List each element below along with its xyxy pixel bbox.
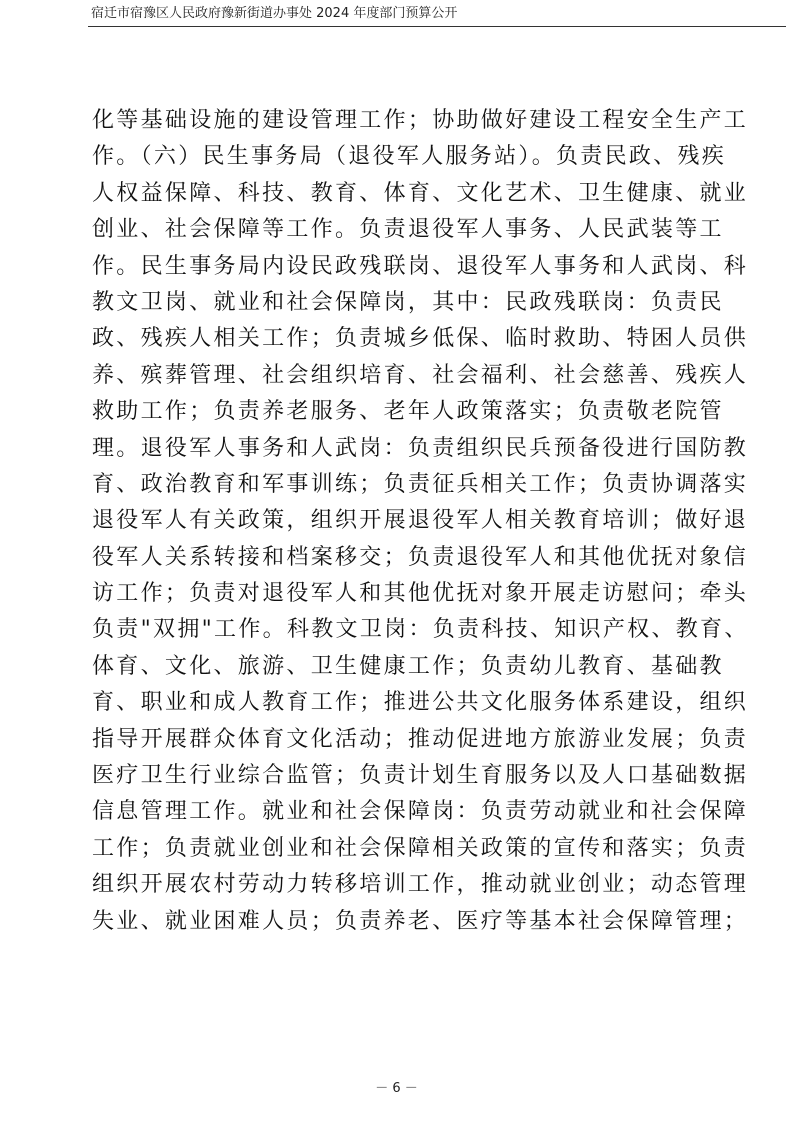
text-line: 访工作；负责对退役军人和其他优抚对象开展走访慰问；牵头 <box>92 581 749 607</box>
running-header: 宿迁市宿豫区人民政府豫新街道办事处 2024 年度部门预算公开 <box>91 6 458 21</box>
text-line: 工作；负责就业创业和社会保障相关政策的宣传和落实；负责 <box>92 835 749 861</box>
text-line: 养、殡葬管理、社会组织培育、社会福利、社会慈善、残疾人 <box>92 362 749 388</box>
header-divider <box>88 26 786 27</box>
body-text <box>92 103 749 940</box>
text-line: 退役军人有关政策，组织开展退役军人相关教育培训；做好退 <box>92 508 749 534</box>
text-line: 作。（六）民生事务局（退役军人服务站）。负责民政、残疾 <box>92 144 727 170</box>
text-line: 信息管理工作。就业和社会保障岗：负责劳动就业和社会保障 <box>92 799 749 825</box>
text-line: 救助工作；负责养老服务、老年人政策落实；负责敬老院管 <box>92 399 724 425</box>
text-line: 理。退役军人事务和人武岗：负责组织民兵预备役进行国防教 <box>92 435 749 461</box>
text-line: 作。民生事务局内设民政残联岗、退役军人事务和人武岗、科 <box>92 253 749 279</box>
text-line: 政、残疾人相关工作；负责城乡低保、临时救助、特困人员供 <box>92 326 749 352</box>
page-number: － 6 － <box>375 1081 418 1096</box>
text-line: 组织开展农村劳动力转移培训工作，推动就业创业；动态管理 <box>92 872 749 898</box>
text-line: 指导开展群众体育文化活动；推动促进地方旅游业发展；负责 <box>92 726 749 752</box>
text-line: 育、政治教育和军事训练；负责征兵相关工作；负责协调落实 <box>92 471 749 497</box>
text-line: 化等基础设施的建设管理工作；协助做好建设工程安全生产工 <box>92 108 749 133</box>
text-line: 负责"双拥"工作。科教文卫岗：负责科技、知识产权、教育、 <box>92 617 749 643</box>
text-line: 失业、就业困难人员；负责养老、医疗等基本社会保障管理； <box>92 908 749 934</box>
text-line: 体育、文化、旅游、卫生健康工作；负责幼儿教育、基础教 <box>92 653 724 679</box>
text-line: 教文卫岗、就业和社会保障岗，其中：民政残联岗：负责民 <box>92 289 724 315</box>
text-line: 创业、社会保障等工作。负责退役军人事务、人民武装等工 <box>92 217 724 243</box>
text-line: 医疗卫生行业综合监管；负责计划生育服务以及人口基础数据 <box>92 763 749 789</box>
text-line: 育、职业和成人教育工作；推进公共文化服务体系建设，组织 <box>92 690 749 716</box>
text-line: 役军人关系转接和档案移交；负责退役军人和其他优抚对象信 <box>92 544 749 570</box>
text-line: 人权益保障、科技、教育、体育、文化艺术、卫生健康、就业 <box>92 180 749 206</box>
